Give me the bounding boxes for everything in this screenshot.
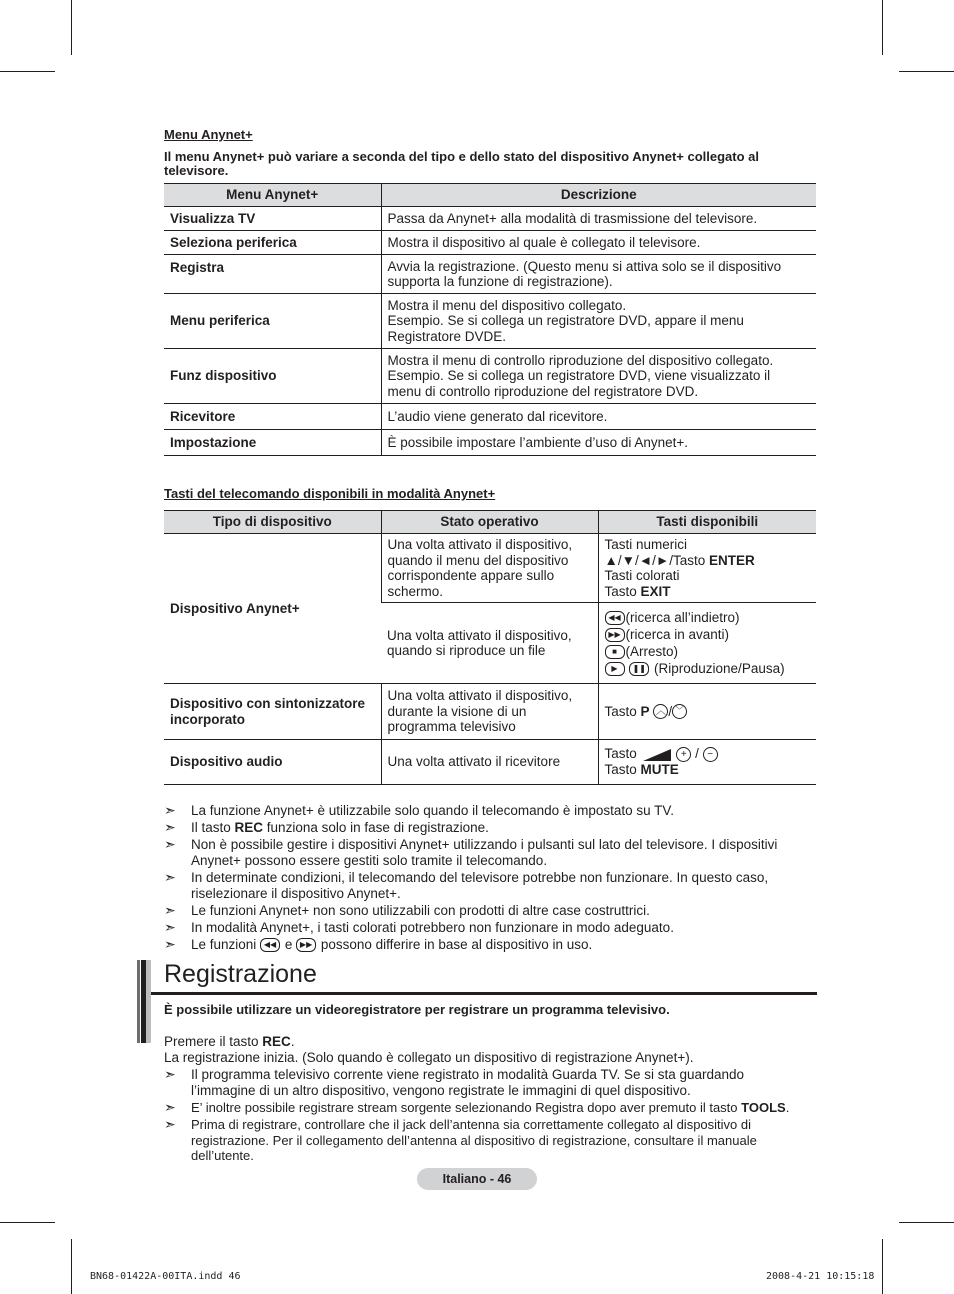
- page-number-badge: Italiano - 46: [417, 1168, 537, 1190]
- table-row: [164, 255, 816, 294]
- notes-list: [164, 803, 824, 953]
- menu-item-name: Visualizza TV: [164, 207, 381, 231]
- channel-down-icon: ﹀: [672, 704, 687, 719]
- table-row: [164, 207, 816, 231]
- volume-up-icon: +: [676, 747, 691, 762]
- menu-item-name: Impostazione: [164, 430, 381, 456]
- device-type: Dispositivo Anynet+: [164, 534, 381, 684]
- note-item: ➣ Il programma televisivo corrente viene registrato in modalità Guarda TV. Se si sta guardando l’immagine di un altro dispositivo, vengono registrate le immagini di quel dispositivo.: [164, 1066, 745, 1099]
- note-arrow-icon: ➣: [164, 935, 176, 952]
- crop-mark: [899, 71, 954, 72]
- note-item: ➣ Le funzioni ◀◀ e ▶▶ possono differire in base al dispositivo in uso.: [164, 935, 593, 952]
- table-row: [164, 404, 816, 430]
- rewind-icon: ◀◀: [260, 938, 280, 952]
- menu-item-desc: L’audio viene generato dal ricevitore.: [381, 404, 816, 430]
- crop-mark: [882, 0, 883, 55]
- play-icon: ▶: [605, 662, 625, 676]
- section-intro: Il menu Anynet+ può variare a seconda del tipo e dello stato del dispositivo Anynet+ collegato al televisore.: [164, 149, 760, 178]
- volume-icon: [643, 749, 671, 761]
- channel-up-icon: ︿: [653, 704, 668, 719]
- note-arrow-icon: ➣: [164, 1099, 176, 1116]
- column-header: Tipo di dispositivo: [164, 511, 381, 534]
- timestamp-slug: 2008-4-21 10:15:18: [766, 1271, 875, 1282]
- menu-item-desc: Avvia la registrazione. (Questo menu si attiva solo se il dispositivo supporta la funzione di registrazione).: [381, 255, 816, 294]
- available-keys: ◀◀ (ricerca all’indietro) ▶▶ (ricerca in avanti) ■ (Arresto) ▶ ❚❚ (Riproduzione/Pausa): [598, 603, 816, 684]
- section-sidebar-bar: [137, 960, 151, 1043]
- table-row: [164, 349, 816, 404]
- note-item: ➣ Le funzioni Anynet+ non sono utilizzabili con prodotti di altre case costruttrici.: [164, 901, 650, 918]
- column-header: Tasti disponibili: [598, 511, 816, 534]
- registrazione-intro: È possibile utilizzare un videoregistratore per registrare un programma televisivo.: [164, 1002, 670, 1017]
- crop-mark: [0, 1222, 55, 1223]
- note-item: ➣ In modalità Anynet+, i tasti colorati potrebbero non funzionare in modo adeguato.: [164, 918, 674, 935]
- stop-icon: ■: [605, 645, 625, 659]
- note-arrow-icon: ➣: [164, 1066, 176, 1083]
- menu-item-name: Ricevitore: [164, 404, 381, 430]
- fast-forward-icon: ▶▶: [605, 628, 625, 642]
- menu-item-desc: È possibile impostare l’ambiente d’uso di Anynet+.: [381, 430, 816, 456]
- menu-item-name: Funz dispositivo: [164, 349, 381, 404]
- note-item: ➣ La funzione Anynet+ è utilizzabile solo quando il telecomando è impostato su TV.: [164, 802, 674, 818]
- table-row: [164, 231, 816, 255]
- note-arrow-icon: ➣: [164, 1116, 176, 1133]
- menu-item-desc: Passa da Anynet+ alla modalità di trasmissione del televisore.: [381, 207, 816, 231]
- menu-item-name: Seleziona periferica: [164, 231, 381, 255]
- menu-item-name: Menu periferica: [164, 294, 381, 349]
- section-heading-remote-keys: Tasti del telecomando disponibili in modalità Anynet+: [164, 486, 496, 501]
- note-item: ➣ In determinate condizioni, il telecomando del televisore potrebbe non funzionare. In questo caso, riselezionare il dispositivo Anynet+.: [164, 868, 769, 901]
- device-type: Dispositivo con sintonizzatore incorporato: [164, 684, 381, 740]
- device-type: Dispositivo audio: [164, 740, 381, 785]
- note-arrow-icon: ➣: [164, 901, 176, 918]
- operating-state: Una volta attivato il dispositivo, quando si riproduce un file: [381, 603, 598, 684]
- note-item: ➣ Il tasto REC funziona solo in fase di registrazione.: [164, 818, 489, 835]
- registrazione-body: [164, 1002, 824, 1165]
- section-title-rule: [151, 992, 817, 995]
- section-title: Registrazione: [164, 960, 317, 988]
- crop-mark: [0, 71, 55, 72]
- table-header-row: [164, 511, 816, 534]
- crop-mark: [899, 1222, 954, 1223]
- table-header-row: [164, 184, 816, 207]
- fast-forward-icon: ▶▶: [296, 938, 316, 952]
- crop-mark: [71, 0, 72, 55]
- note-arrow-icon: ➣: [164, 818, 176, 835]
- note-item: ➣ E’ inoltre possibile registrare stream sorgente selezionando Registra dopo aver premuto il tasto TOOLS.: [164, 1099, 790, 1116]
- volume-down-icon: −: [703, 747, 718, 762]
- available-keys: Tasto + / − Tasto MUTE: [598, 740, 816, 785]
- crop-mark: [882, 1239, 883, 1294]
- column-header: Stato operativo: [381, 511, 598, 534]
- crop-mark: [71, 1239, 72, 1294]
- column-header: Descrizione: [381, 184, 816, 207]
- paragraph: Premere il tasto REC.: [164, 1033, 295, 1049]
- table-row: [164, 740, 816, 785]
- operating-state: Una volta attivato il dispositivo, quando il menu del dispositivo corrispondente appare sullo schermo.: [381, 534, 598, 603]
- anynet-menu-table: [164, 183, 816, 456]
- menu-item-desc: Mostra il menu del dispositivo collegato. Esempio. Se si collega un registratore DVD, appare il menu Registratore DVDE.: [381, 294, 816, 349]
- note-arrow-icon: ➣: [164, 918, 176, 935]
- menu-item-name: Registra: [164, 255, 381, 294]
- table-row: [164, 294, 816, 349]
- note-item: ➣ Non è possibile gestire i dispositivi Anynet+ utilizzando i pulsanti sul lato del televisore. I dispositivi Anynet+ possono essere gestiti solo tramite il telecomando.: [164, 835, 778, 868]
- operating-state: Una volta attivato il dispositivo, durante la visione di un programma televisivo: [381, 684, 598, 740]
- column-header: Menu Anynet+: [164, 184, 381, 207]
- table-row: [164, 684, 816, 740]
- operating-state: Una volta attivato il ricevitore: [381, 740, 598, 785]
- rewind-icon: ◀◀: [605, 611, 625, 625]
- available-keys: Tasto P ︿ / ﹀: [598, 684, 816, 740]
- note-arrow-icon: ➣: [164, 868, 176, 885]
- pause-icon: ❚❚: [629, 662, 649, 676]
- file-slug: BN68-01422A-00ITA.indd 46: [90, 1271, 241, 1282]
- note-arrow-icon: ➣: [164, 802, 176, 818]
- section-heading-menu-anynet: Menu Anynet+: [164, 127, 253, 142]
- menu-item-desc: Mostra il dispositivo al quale è collegato il televisore.: [381, 231, 816, 255]
- table-row: [164, 430, 816, 456]
- table-row: [164, 534, 816, 603]
- remote-keys-table: [164, 510, 816, 785]
- note-item: ➣ Prima di registrare, controllare che il jack dell’antenna sia correttamente collegato al dispositivo di registrazione. Per il collegamento dell’antenna al dispositivo di registrazione, consultare il manuale dell’utente.: [164, 1116, 757, 1164]
- menu-item-desc: Mostra il menu di controllo riproduzione del dispositivo collegato. Esempio. Se si collega un registratore DVD, viene visualizzato il menu di controllo riproduzione del registratore DVD.: [381, 349, 816, 404]
- available-keys: Tasti numerici ▲/▼/◄/►/Tasto ENTER Tasti colorati Tasto EXIT: [598, 534, 816, 603]
- paragraph: La registrazione inizia. (Solo quando è collegato un dispositivo di registrazione Anynet+).: [164, 1049, 694, 1065]
- note-arrow-icon: ➣: [164, 835, 176, 852]
